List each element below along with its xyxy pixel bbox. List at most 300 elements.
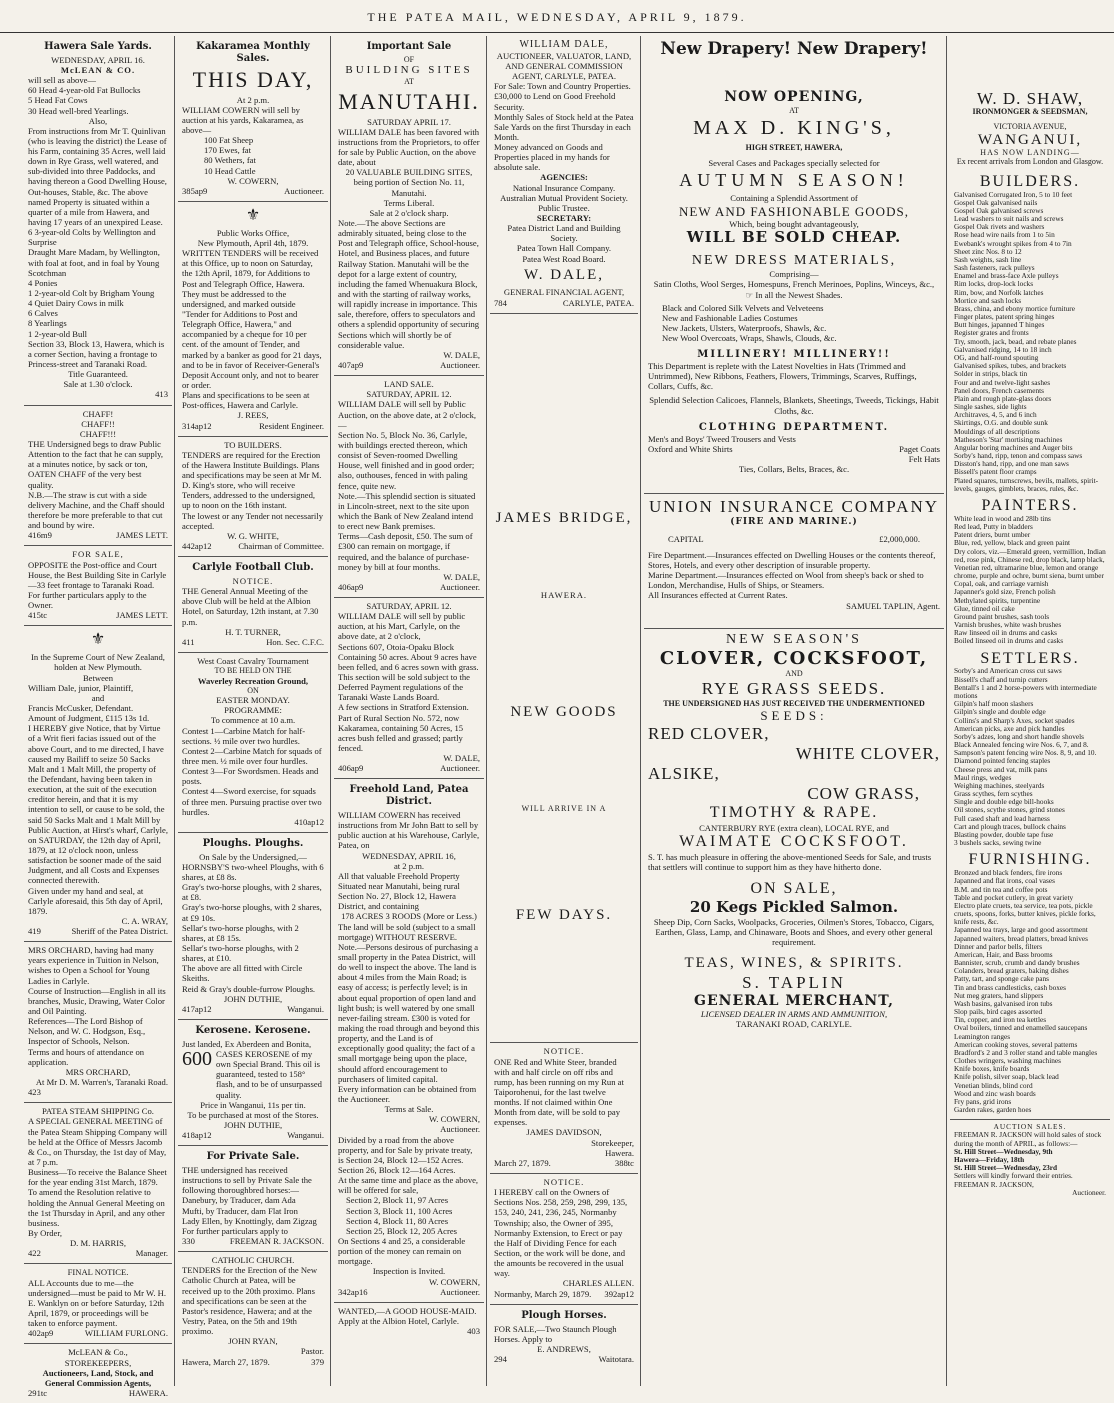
list-item: Collins's and Sharp's Axes, socket spades	[954, 715, 1075, 725]
ad-body: Splendid Selection Calicoes, Flannels, Blankets, Sheetings, Tweeds, Tickings, Habit Cloths, &c.	[649, 395, 939, 416]
list-item: 60 Head 4-year-old Fat Bullocks	[28, 85, 141, 96]
ad-role: Resident Engineer.	[259, 420, 324, 431]
ad-text: NOTICE.	[232, 575, 274, 586]
ad-body: FOR SALE,—Two Staunch Plough Horses. Apply to	[494, 1323, 617, 1344]
ad-number: 422	[28, 1248, 41, 1259]
ad-subtitle: SECRETARY:	[536, 213, 592, 224]
ad-text: Wanganui.	[287, 1003, 324, 1014]
list-item: Blasting powder, double tape fuse	[954, 829, 1054, 839]
list-item: 1 2-year-old Colt by Brigham Young	[28, 288, 155, 299]
spacer	[648, 59, 940, 89]
ad-number: 403	[467, 1326, 480, 1337]
list-item: Grass scythes, fern scythes	[954, 789, 1033, 799]
ad-title: WILLIAM DALE,	[519, 39, 609, 50]
ad-body: Given under my hand and seal, at Carlyle aforesaid, this 5th day of April, 1879.	[28, 885, 163, 916]
list-item: Section 3, Block 11, 100 Acres	[346, 1205, 453, 1216]
ad-text: will sell as above—	[28, 75, 97, 86]
list-item: Blue, red, yellow, black and green paint	[954, 538, 1071, 548]
ad-text: THE UNDERSIGNED HAS JUST RECEIVED THE UNDERMENTIONED	[663, 698, 925, 708]
ad-body: Part of Rural Section No. 572, now Kakaramea, containing 50 Acres, 15 acres bush felled and grassed; partly fenced.	[338, 712, 464, 754]
plough-horses-ad	[490, 1305, 638, 1369]
ad-role: Sheriff of the Patea District.	[71, 926, 168, 937]
list-item: Full cased shaft and lead harness	[954, 813, 1050, 823]
column-rule	[946, 36, 947, 1386]
item-list	[648, 303, 940, 344]
ad-text: At Mr D. M. Warren's, Taranaki Road.	[35, 1077, 168, 1088]
ad-text: Waitotara.	[598, 1353, 634, 1364]
football-club-ad	[178, 557, 328, 653]
ad-body: Fire Department.—Insurances effected on Dwelling Houses or the contents thereof, Stores, Hotels, and every other description of insurable property.	[648, 549, 936, 570]
list-item: National Insurance Company.	[512, 182, 616, 193]
ad-number: 416m9	[28, 530, 52, 541]
ad-headline: THIS DAY,	[192, 66, 314, 92]
list-item: Methylated spirits, turpentine	[954, 595, 1041, 605]
list-item: Lady Ellen, by Knottingly, dam Zigzag	[182, 1215, 317, 1226]
item-list	[954, 1148, 1106, 1173]
list-item: Ties, Collars, Belts, Braces, &c.	[738, 463, 850, 474]
list-item: Gospel Oak galvanised screws	[954, 205, 1044, 215]
signature-row	[338, 1287, 480, 1297]
list-item: Felt Hats	[908, 453, 940, 464]
freehold-land-ad	[334, 779, 484, 1302]
ad-text: AT	[789, 105, 799, 115]
ad-text: PROGRAMME:	[224, 705, 282, 716]
item-list	[954, 667, 1106, 847]
ad-signer: FREEMAN R. JACKSON.	[229, 1235, 324, 1246]
clothing-row	[648, 444, 940, 454]
ad-body: Note.—This splendid section is situated in Lincoln-street, next to the site upon which the Bank of New Zealand intend to erect new Bank premises.	[338, 490, 476, 532]
signature-row	[182, 1130, 324, 1140]
ad-number: 406ap9	[338, 763, 364, 774]
ad-body: TENDERS for the Erection of the New Catholic Church at Patea, will be received up to the 20th proximo. Plans and specifications can be seen at the Pastor's residence, Hawera; and at the Vestry, Patea, on the 5th and 19th proximo.	[182, 1265, 318, 1337]
ad-date: Hawera, March 27, 1879.	[182, 1356, 270, 1367]
list-item: Leamington ranges	[954, 1031, 1011, 1041]
ploughs-ad	[178, 833, 328, 1020]
ad-body: Sheep Dip, Corn Sacks, Woolpacks, Groceries, Oilmen's Stores, Tobacco, Cigars, Earthen, Glass, Lamp, and Chinaware, Boots and Shoes, and every other general requirement.	[653, 916, 935, 947]
list-item: Bradford's 2 and 3 roller stand and table mangles	[954, 1047, 1098, 1057]
list-item: Patty, tart, and sponge cake pans	[954, 974, 1049, 984]
kerosene-ad	[178, 1020, 328, 1146]
section-title: SETTLERS.	[980, 649, 1080, 667]
ad-body: Monthly Sales of Stock held at the Patea Sale Yards on the first Thursday in each Month.	[494, 111, 634, 142]
list-item: Japanned and flat irons, coal vases	[954, 876, 1055, 886]
list-item: Paget Coats	[899, 443, 940, 454]
list-item: Tin, copper, and iron tea kettles	[954, 1015, 1047, 1025]
ad-headline: NOW OPENING,	[724, 89, 864, 106]
ad-headline: MANUTAHI.	[338, 88, 480, 114]
ad-signer: W. COWERN,	[428, 1276, 480, 1287]
masthead: THE PATEA MAIL, WEDNESDAY, APRIL 9, 1879.	[0, 10, 1114, 33]
ad-body: THE General Annual Meeting of the above Club will be held at the Albion Hotel, on Saturday, 12th instant, at 7.30 p.m.	[182, 586, 319, 627]
ad-body: S. T. has much pleasure in offering the above-mentioned Seeds for Sale, and trusts that settlers will continue to support him as they have hitherto done.	[648, 851, 932, 872]
cavalry-tournament-ad	[178, 653, 328, 833]
ad-subtitle: IRONMONGER & SEEDSMAN,	[972, 107, 1088, 117]
list-item: Venetian blinds, blind cord	[954, 1080, 1033, 1090]
ad-text: At 2 p.m.	[236, 94, 270, 105]
list-item: Plated squares, turnscrews, bevils, mallets, spirit-levels, gauges, gimblets, braces, rules, &c.	[954, 475, 1099, 493]
item-list	[182, 135, 324, 176]
ad-role: Manager.	[135, 1248, 168, 1259]
ad-text: OF	[403, 54, 415, 64]
ad-number: 402ap9	[28, 1328, 54, 1339]
list-item: American, Hair, and Bass brooms	[954, 949, 1053, 959]
list-item: Sellar's two-horse ploughs, with 2 shares, at £10.	[182, 943, 299, 964]
list-item: Disston's hand, ripp, and one man saws	[954, 459, 1069, 469]
ad-number: 379	[311, 1356, 324, 1367]
column-rule	[486, 36, 487, 1386]
list-item: 3 bushels sacks, sewing twine	[954, 838, 1042, 848]
ad-signer: W. DALE,	[443, 571, 480, 582]
ad-signer: W. COWERN,	[428, 1114, 480, 1125]
ad-headline: RYE GRASS SEEDS.	[701, 678, 887, 698]
ad-title: CHAFF!	[82, 408, 114, 419]
list-item: Dinner and parlor bells, filters	[954, 941, 1043, 951]
ad-text: Francis McCusker, Defendant.	[28, 702, 134, 713]
list-item: Enamel and brass-face Axle pulleys	[954, 271, 1059, 281]
final-notice-ad	[24, 1264, 172, 1344]
ad-number: 314ap12	[182, 420, 212, 431]
spacer	[494, 530, 634, 590]
list-item: Section 2, Block 11, 97 Acres	[346, 1195, 449, 1206]
spacer	[494, 724, 634, 804]
list-item: Rim locks, drop-lock locks	[954, 279, 1034, 289]
list-item: Maul rings, wedges	[954, 772, 1012, 782]
ad-title: Kerosene. Kerosene.	[195, 1025, 311, 1036]
ad-body: References—The Lord Bishop of Nelson, and W. C. Hodgson, Esq., Inspector of Schools, Nelson.	[28, 1016, 146, 1047]
list-item: Try, smooth, jack, bead, and rebate planes	[954, 336, 1077, 346]
list-item: Solder in strips, black tin	[954, 369, 1028, 379]
ad-body: In the Supreme Court of New Zealand, holden at New Plymouth.	[31, 652, 165, 673]
ad-title: Hawera Sale Yards.	[44, 41, 152, 52]
ad-text: EASTER MONDAY.	[216, 695, 290, 706]
list-item: Weighing machines, steelyards	[954, 780, 1045, 790]
signature-row	[182, 637, 324, 647]
ad-text: Inspection is Invited.	[372, 1266, 446, 1277]
wanted-ad	[334, 1303, 484, 1341]
ad-signer: C. A. WRAY,	[121, 915, 168, 926]
list-item: Four and and twelve-light sashes	[954, 377, 1051, 387]
ad-signer: FREEMAN R. JACKSON,	[954, 1179, 1034, 1189]
ad-subtitle: CLOTHING DEPARTMENT.	[698, 421, 890, 433]
ad-date: SATURDAY, APRIL 12.	[366, 389, 452, 400]
ad-title: PATEA STEAM SHIPPING Co.	[42, 1106, 154, 1117]
ad-text: ON	[247, 685, 259, 695]
list-item: Sellar's two-horse ploughs, with 2 shares, at £8 15s.	[182, 922, 299, 943]
ad-signer: SAMUEL TAPLIN, Agent.	[846, 600, 940, 611]
ad-body: I HEREBY call on the Owners of Sections Nos. 258, 259, 298, 299, 135, 153, 240, 241, 236, 245, Normanby Township; also, the Owner of 395, Normanby Extension, to Erect or pay the Half of Dividing Fence for each Section, or the work will be done, and the amounts be recovered in the usual way.	[494, 1187, 628, 1279]
list-item: Australian Mutual Provident Society.	[500, 192, 628, 203]
steer-notice-ad	[490, 1043, 638, 1174]
ad-text: HIGH STREET, HAWERA,	[745, 142, 843, 152]
item-list	[954, 515, 1106, 646]
kerosene-body	[182, 1049, 324, 1100]
ad-headline: TEAS, WINES, & SPIRITS.	[684, 955, 904, 972]
ad-headline: BUILDING SITES	[345, 64, 473, 77]
ad-text: £2,000,000.	[879, 533, 920, 544]
ad-headline: 20 Kegs Pickled Salmon.	[689, 897, 899, 916]
ad-signer: W. DALE,	[523, 266, 605, 283]
list-item: Patea District Land and Building Society.	[507, 223, 621, 244]
ad-text: Waverley Recreation Ground,	[197, 675, 309, 686]
ad-text: Sale at 2 o'clock sharp.	[369, 207, 449, 218]
list-item: Patent driers, burnt umber	[954, 530, 1031, 540]
section-title: FURNISHING.	[968, 851, 1092, 869]
ad-body: Course of Instruction—English in all its branches, Music, Drawing, Water Color and Oil Painting.	[28, 985, 166, 1017]
ad-headline: ON SALE,	[750, 880, 838, 898]
ad-signer: W. G. WHITE,	[227, 530, 279, 541]
ad-text: VICTORIA AVENUE,	[993, 121, 1067, 131]
column-rule	[330, 36, 331, 1386]
list-item: Ground paint brushes, sash tools	[954, 611, 1050, 621]
list-item: 6 Calves	[28, 308, 58, 319]
ad-title: West Coast Cavalry Tournament	[197, 655, 309, 666]
ad-title: AUCTION SALES.	[993, 1122, 1067, 1132]
court-notice	[24, 626, 172, 942]
ad-signer: W. DALE,	[443, 349, 480, 360]
ad-firm: McLEAN & CO.	[60, 64, 136, 75]
list-item: 30 Head well-bred Yearlings.	[28, 105, 129, 116]
ad-body: I HEREBY give Notice, that by Virtue of a Writ fieri facias issued out of the above Court, and to me directed, I have caused my Bailiff to seize 50 Sacks Malt and 1 Malt Mill, the property of the Defendant, having been taken in execution, at the suit of the execution creditor herein, and that it is my intention to sell, or cause to be sold, the said 50 Sacks Malt and 1 Malt Mill by Public Auction, at Hirst's wharf, Carlyle, on SATURDAY, the 12th day of April, 1879, at 12 o'clock noon, unless satisfaction be sooner made of the said Judgment, and all Costs and Expenses connected therewith.	[28, 723, 168, 886]
ad-text: Sale at 1.30 o'clock.	[63, 379, 133, 390]
list-item: Matheson's 'Star' mortising machines	[954, 434, 1063, 444]
ad-body: WANTED,—A GOOD HOUSE-MAID. Apply at the Albion Hotel, Carlyle.	[338, 1305, 477, 1326]
list-item: B.M. and tin tea and coffee pots	[954, 884, 1048, 894]
ad-signer: D. M. HARRIS,	[69, 1238, 127, 1249]
ad-text: WILL ARRIVE IN A	[521, 804, 607, 814]
ad-role: Chairman of Committee.	[238, 541, 324, 552]
ad-body: N.B.—The straw is cut with a side delivery Machine, and the Chaff should therefore be more preferable to that cut and bound by wire.	[28, 489, 165, 531]
list-item: Electro plate cruets, tea service, tea pots, pickle cruets, spoons, forks, butter knives, pickle forks, knife rests, &c.	[954, 900, 1096, 927]
signature-row	[494, 1354, 634, 1364]
ad-body: This section will be sold subject to the Deferred Payment regulations of the Taranaki Waste Lands Board.	[338, 672, 470, 703]
item-list	[28, 85, 168, 115]
ad-role: Auctioneer.	[440, 581, 480, 592]
ad-text: 20 VALUABLE BUILDING SITES,	[345, 167, 473, 178]
ad-text: Auctioneers, Land, Stock, and General Commission Agents,	[42, 1367, 154, 1388]
list-item: Wood and zinc wash boards	[954, 1088, 1036, 1098]
signature-row	[28, 926, 168, 936]
ad-signer: JAMES LETT.	[116, 530, 168, 541]
list-item: Hawera—Friday, 18th	[954, 1155, 1025, 1164]
capital-row	[648, 534, 940, 544]
ad-body: WRITTEN TENDERS will be received at this Office, up to noon on Saturday, the 12th April, 1879, for Additions to Post and Telegraph Office, Hawera.	[182, 248, 319, 289]
list-item: New and Fashionable Ladies Costumes	[662, 312, 798, 323]
ad-role: Auctioneer.	[284, 185, 324, 196]
auction-sales-ad	[950, 1119, 1110, 1202]
ad-text: and	[91, 692, 105, 703]
ad-text: Between	[82, 672, 114, 683]
list-item: Tin and brass candlesticks, cash boxes	[954, 982, 1067, 992]
ad-date: WEDNESDAY, APRIL 16,	[362, 850, 456, 861]
ad-role: Auctioneer.	[440, 1286, 480, 1297]
column-1	[24, 36, 172, 1398]
ad-body: The lowest or any Tender not necessarily accepted.	[182, 510, 323, 531]
ad-body: Marine Department.—Insurances effected on Wool from sheep's back or shed to London, Merchandise, Hulls of Ships, or Steamers.	[648, 570, 924, 591]
ad-body: WILLIAM COWERN will sell by auction at his yards, Kakaramea, as above—	[182, 104, 304, 135]
list-item: Ewebank's wrought spikes from 4 to 7in	[954, 238, 1072, 248]
list-item: Finger plates, patent spring hinges	[954, 312, 1055, 322]
ad-body: WILLIAM DALE will sell by public auction, at his Mart, Carlyle, on the above date, at 2 o'clock,	[338, 611, 466, 642]
list-item: Garden rakes, garden hoes	[954, 1105, 1032, 1115]
list-item: Single and double edge bill-hooks	[954, 797, 1054, 807]
list-item: Fry pans, grid irons	[954, 1096, 1012, 1106]
list-item: Architraves, 4, 5, and 6 inch	[954, 410, 1037, 420]
ad-text: TARANAKI ROAD, CARLYLE.	[736, 1019, 852, 1030]
list-item: Galvanised spikes, tubes, and brackets	[954, 361, 1067, 371]
ad-title: McLEAN & Co.,	[68, 1347, 128, 1358]
list-item: OG, and half-round spouting	[954, 352, 1039, 362]
signature-row	[28, 1388, 168, 1398]
list-item: Glue, tinned oil cake	[954, 603, 1015, 613]
merchant-name: S. TAPLIN	[742, 972, 846, 992]
ad-text: being portion of Section No. 11,	[353, 177, 465, 188]
ad-number: 385ap9	[182, 185, 208, 196]
ad-number: 411	[182, 636, 195, 647]
ad-role: Auctioneer.	[440, 359, 480, 370]
item-list	[954, 869, 1106, 1114]
james-bridge-ad	[490, 314, 638, 1044]
signature-row	[28, 1328, 168, 1338]
ad-subtitle: AGENCIES:	[540, 172, 588, 183]
section-title: PAINTERS.	[981, 496, 1079, 514]
ad-subtitle: MILLINERY! MILLINERY!!	[697, 349, 891, 361]
ad-text: Which, being bought advantageously,	[729, 218, 859, 229]
ad-title: FINAL NOTICE.	[67, 1267, 129, 1278]
list-item: Contest 2—Carbine Match for squads of three men. ½ mile over four hurdles.	[182, 745, 322, 766]
ad-signer: J. REES,	[237, 410, 269, 421]
ad-body: The land will be sold (subject to a small mortgage) WITHOUT RESERVE.	[338, 921, 476, 942]
ad-text: Wanganui.	[287, 1130, 324, 1141]
ad-body: On Sections 4 and 25, a considerable portion of the money can remain on mortgage.	[338, 1235, 466, 1267]
ad-title: Ploughs. Ploughs.	[202, 837, 304, 849]
ad-body: WILLIAM COWERN has received instructions from Mr John Batt to sell by public auction at his Warehouse, Carlyle, Patea, on	[338, 810, 480, 851]
private-sale-ad	[178, 1146, 328, 1252]
list-item: Oxford and White Shirts	[648, 443, 733, 454]
ad-body: MRS ORCHARD, having had many years experience in Tuition in Nelson, wishes to Open a School for Young Ladies in Carlyle.	[28, 945, 159, 986]
list-item: Skirtings, O.G. and double sunk	[954, 418, 1048, 428]
list-item: Diamond pointed fencing staples	[954, 756, 1051, 766]
public-works-ad	[178, 202, 328, 437]
ad-number: 342ap16	[338, 1286, 368, 1297]
list-item: Cart and plough traces, bullock chains	[954, 821, 1066, 831]
ad-signer: W. DALE,	[443, 753, 480, 764]
ad-signer: JAMES LETT.	[116, 610, 168, 621]
item-list	[182, 1195, 324, 1225]
list-item: HORNSBY'S two-wheel Ploughs, with 6 shares, at £8 8s.	[182, 861, 324, 883]
signature-row	[182, 1357, 324, 1367]
mclean-ad	[24, 1344, 172, 1403]
ad-text: Satin Cloths, Wool Serges, Homespuns, French Merinoes, Poplins, Winceys, &c.,	[653, 279, 935, 290]
list-item: Galvanised ridging, 14 to 18 inch	[954, 344, 1052, 354]
ad-text: Hawera.	[605, 1147, 634, 1158]
list-item: Rim, bow, and Norfolk latches	[954, 287, 1044, 297]
signature-row	[338, 763, 480, 773]
list-item: Knife polish, silver soap, black lead	[954, 1072, 1059, 1082]
ad-text: Comprising—	[769, 269, 819, 280]
ad-text: Manutahi.	[391, 187, 427, 198]
ad-title: Plough Horses.	[521, 1309, 607, 1321]
signature-row	[28, 610, 168, 620]
ad-signer: WILLIAM FURLONG.	[84, 1328, 168, 1339]
list-item: Gray's two-horse ploughs, with 2 shares, at £9 10s.	[182, 902, 322, 923]
list-item: Reid & Gray's double-furrow Ploughs.	[182, 983, 316, 994]
ad-text: at 2 p.m.	[393, 860, 425, 871]
manutahi-sale-ad	[334, 36, 484, 376]
ad-headline: CLOVER, COCKSFOOT,	[659, 648, 929, 670]
list-item: Rose head wire nails from 1 to 5in	[954, 230, 1055, 240]
hawera-sale-ad	[24, 36, 172, 406]
land-sale-ad	[334, 376, 484, 598]
newest-shades	[648, 290, 940, 300]
ad-signer: JAMES DAVIDSON,	[526, 1127, 602, 1138]
orchard-school-ad	[24, 942, 172, 1103]
list-item: Angular boring machines and Auger bits	[954, 442, 1073, 452]
ad-body: A few sections in Stratford Extension.	[338, 702, 469, 713]
ad-body: Section No. 5, Block No. 36, Carlyle, with buildings erected thereon, which consist of Seven-roomed Dwelling House, well finished and in good order; also, outhouses, fenced in with paling fence, quite new.	[338, 429, 475, 491]
seed-name: COW GRASS,	[807, 783, 920, 803]
list-item: Colanders, bread graters, baking dishes	[954, 966, 1069, 976]
ad-text: Several Cases and Packages specially selected for	[708, 158, 880, 169]
ad-date: Normanby, March 29, 1879.	[494, 1288, 592, 1299]
ad-text: CARLYLE, PATEA.	[562, 297, 634, 308]
ad-number: 423	[28, 1087, 41, 1098]
clothing-row	[648, 454, 940, 464]
ad-title: CHAFF!!	[81, 418, 115, 429]
list-item: Patea Town Hall Company.	[516, 243, 612, 254]
kakaramea-ad	[178, 36, 328, 202]
ad-body: £30,000 to Lend on Good Freehold Security.	[494, 91, 616, 112]
list-item: 8 Yearlings	[28, 318, 67, 329]
ad-body: Note.—Persons desirous of purchasing a small property in the Patea District, will do well to inspect the above. The land is about 4 miles from the Main Road; is easy of access; is perfectly level; is in about equal proportion of open land and light bush; is well watered by one small never-failing stream. £300 is voted for making the road through and beyond this property, and the Land is of exceptionally good quality; the fact of a small mortgage being upon the place, should afford encouragement to purchasers of limited capital.	[338, 941, 480, 1084]
ad-text: Price in Wanganui, 11s per tin.	[200, 1099, 306, 1110]
list-item: Section 25, Block 12, 205 Acres	[346, 1225, 457, 1236]
ad-number: 413	[155, 389, 168, 400]
ad-title: For Private Sale.	[206, 1151, 300, 1163]
ad-headline: NEW AND FASHIONABLE GOODS,	[679, 203, 909, 219]
spacer	[954, 39, 1106, 89]
ad-body: ONE Red and White Steer, branded with and half circle on off ribs and rump, has been running on my Run at Taiporohenui, for the last twelve months. If not claimed within One Month from date, will be sold to pay expenses.	[494, 1056, 624, 1128]
list-item: Brass, china, and ebony mortice furniture	[954, 303, 1075, 313]
list-item: Sorby's adzes, long and short handle shovels	[954, 731, 1085, 741]
ad-title: TO BUILDERS.	[224, 439, 282, 450]
ad-text: 178 ACRES 3 ROODS (More or Less.)	[341, 911, 477, 922]
ad-text: To be purchased at most of the Stores.	[187, 1109, 319, 1120]
list-item: 4 Ponies	[28, 277, 58, 288]
seeds-ad	[644, 629, 944, 1035]
ad-body: WILLIAM DALE has been favored with instructions from the Proprietors, to offer for sale by Public Auction, on the above date, about	[338, 126, 480, 168]
ad-text: To commence at 10 a.m.	[210, 715, 296, 726]
william-dale-ad	[490, 36, 638, 314]
list-item: Japanner's gold size, French polish	[954, 587, 1056, 597]
spacer	[494, 317, 634, 507]
ad-body: Divided by a road from the above property, and for Sale by private treaty, is Section 24, Block 12—152 Acres. Section 26, Block 12—164 Acres.	[338, 1134, 473, 1175]
ad-big-number: 600	[182, 1047, 212, 1070]
list-item: Section 4, Block 11, 80 Acres	[346, 1215, 449, 1226]
signature-row	[338, 360, 480, 370]
ad-body: For Sale: Town and Country Properties.	[494, 81, 631, 92]
list-item: New Jackets, Ulsters, Waterproofs, Shawls, &c.	[662, 322, 827, 333]
seed-name: WAIMATE COCKSFOOT.	[679, 832, 909, 850]
list-item: 100 Fat Sheep	[204, 135, 254, 146]
ad-text: HAWERA.	[128, 1387, 168, 1398]
list-item: Draught Mare Madam, by Wellington, with foal at foot, and in foal by Young Scotchman	[28, 247, 160, 278]
ad-body: CASES KEROSENE of my own Special Brand. This oil is guaranteed, tested to 158° flash, and to be of unsurpassed quality.	[216, 1048, 322, 1100]
ad-title: Kakaramea Monthly Sales.	[196, 41, 310, 64]
ad-number: 442ap12	[182, 541, 212, 552]
ad-headline: W. D. SHAW,	[976, 89, 1084, 108]
seed-name: TIMOTHY & RAPE.	[709, 803, 879, 821]
signature-row	[182, 1004, 324, 1014]
